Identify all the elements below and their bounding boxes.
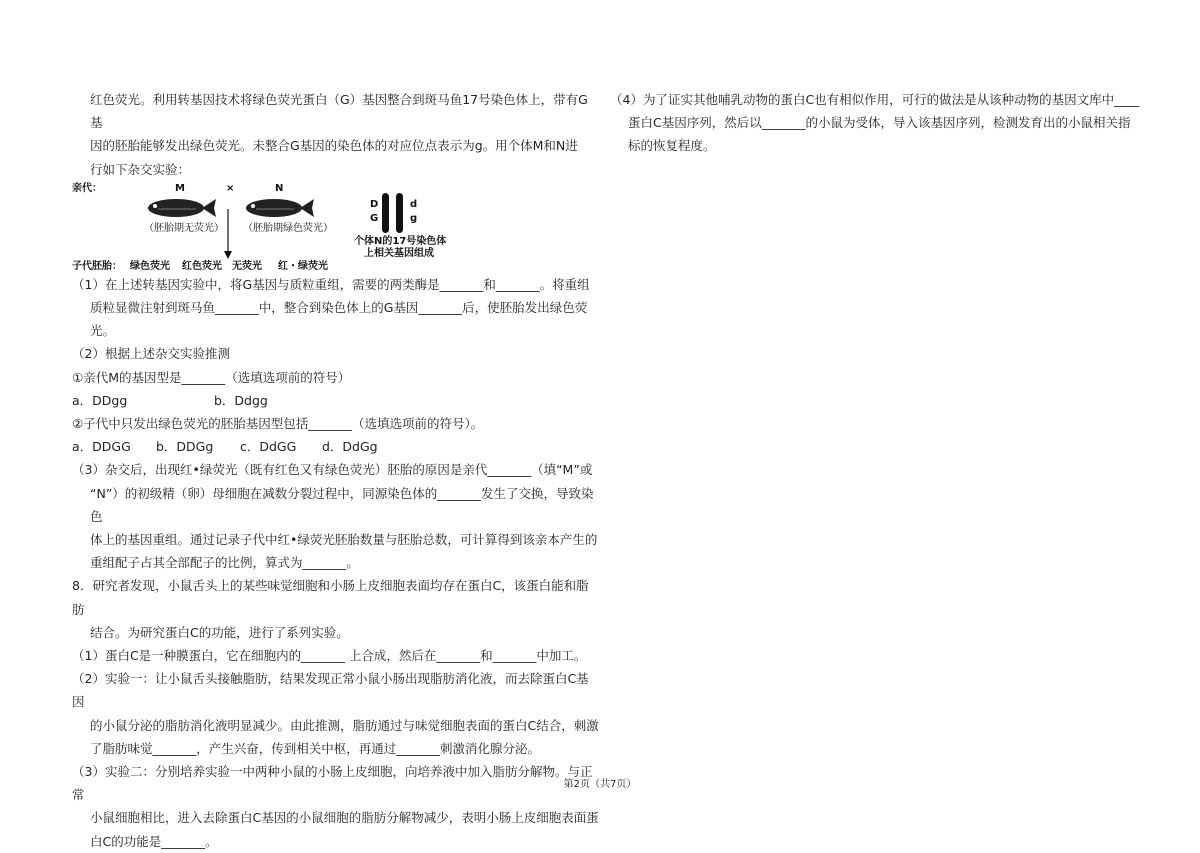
q8-part-3-line-3: 白C的功能是_______。 [90,833,218,849]
q8-line-1: 8．研究者发现，小鼠舌头上的某些味觉细胞和小肠上皮细胞表面均存在蛋白C，该蛋白能和脂肪 [72,578,589,617]
q2-sub2-options [72,435,600,458]
right-column [610,88,1140,158]
q8-part-4-line-2: 蛋白C基因序列，然后以_______的小鼠为受体，导入该基因序列，检测发育出的小鼠相关指 [628,115,1131,131]
q2-sub2: ②子代中只发出绿色荧光的胚胎基因型包括_______（选填选项前的符号）。 [72,416,484,432]
chrom-caption-1: 个体N的17号染色体 [354,235,447,247]
option-a: a．DDgg [72,392,128,408]
fish-n-icon [244,195,314,221]
option-b: b．DDGg [156,439,214,455]
cross-symbol: × [226,182,235,194]
q3-line-3: 体上的基因重组。通过记录子代中红•绿荧光胚胎数量与胚胎总数，可计算得到该亲本产生的 [90,532,598,548]
q1-line-2: 质粒显微注射到斑马鱼_______中，整合到染色体上的G基因_______后，使胚胎发出绿色荧 [90,300,588,316]
chromosome-left [382,193,389,233]
q8-part-4-line-1: （4）为了证实其他哺乳动物的蛋白C也有相似作用，可行的做法是从该种动物的基因文库中____ [610,92,1140,107]
chrom-d-label: d [410,198,418,210]
q8-part-2-line-2: 的小鼠分泌的脂肪消化液明显减少。由此推测，脂肪通过与味觉细胞表面的蛋白C结合，刺激 [90,717,599,733]
down-arrow-icon [223,209,233,259]
fish-m-icon [146,195,216,221]
left-column [72,88,600,853]
option-c: c．DdGG [240,439,297,455]
q8-part-2-line-3: 了脂肪味觉_______，产生兴奋，传到相关中枢，再通过_______刺激消化腺分泌。 [90,740,541,756]
q8-part-4-line-3: 标的恢复程度。 [628,138,716,154]
chromosome-right [396,193,403,233]
option-b: b．Ddgg [214,392,268,408]
n-label: N [275,182,284,194]
option-d: d．DdGg [322,439,378,455]
parent-label: 亲代： [72,182,102,194]
q1-line-3: 光。 [90,323,116,339]
q2-sub1-options [72,389,600,412]
offspring-label: 子代胚胎： [72,260,122,272]
page-number: 第2页（共7页） [563,779,637,790]
q8-part-2-line-1: （2）实验一：让小鼠舌头接触脂肪，结果发现正常小鼠小肠出现脂肪消化液，而去除蛋白C基因 [72,671,589,710]
offspring-none: 无荧光 [232,260,262,272]
intro-line-1: 红色荧光。利用转基因技术将绿色荧光蛋白（G）基因整合到斑马鱼17号染色体上，带有G基 [90,92,588,131]
q8-line-2: 结合。为研究蛋白C的功能，进行了系列实验。 [90,624,349,640]
cross-experiment-figure [72,181,600,273]
offspring-red-green: 红・绿荧光 [278,260,328,272]
q2-sub1: ①亲代M的基因型是_______（选填选项前的符号） [72,369,351,385]
m-description: （胚胎期无荧光） [144,222,224,234]
q3-line-1: （3）杂交后，出现红•绿荧光（既有红色又有绿色荧光）胚胎的原因是亲代_______（填“M”或 [72,462,593,478]
q8-part-3-line-1: （3）实验二：分别培养实验一中两种小鼠的小肠上皮细胞，向培养液中加入脂肪分解物。与正常 [72,764,593,803]
q8-part-1: （1）蛋白C是一种膜蛋白，它在细胞内的_______ 上合成，然后在_______和_______中加工。 [72,648,587,664]
n-description: （胚胎期绿色荧光） [243,222,333,234]
q2-title: （2）根据上述杂交实验推测 [72,346,230,362]
m-label: M [175,182,185,194]
chrom-G-label: G [370,212,379,224]
chrom-D-label: D [370,198,379,210]
intro-line-3: 行如下杂交实验： [90,161,191,177]
intro-line-2: 因的胚胎能够发出绿色荧光。未整合G基因的染色体的对应位点表示为g。用个体M和N进 [90,138,578,154]
offspring-red: 红色荧光 [182,260,222,272]
q8-part-3-line-2: 小鼠细胞相比，进入去除蛋白C基因的小鼠细胞的脂肪分解物减少，表明小肠上皮细胞表面蛋 [90,810,599,826]
q3-line-4: 重组配子占其全部配子的比例，算式为_______。 [90,555,359,571]
chrom-caption-2: 上相关基因组成 [364,247,434,259]
q3-line-2: “N”）的初级精（卵）母细胞在减数分裂过程中，同源染色体的_______发生了交换，导致染色 [90,485,594,524]
option-a: a．DDGG [72,439,131,455]
offspring-green: 绿色荧光 [130,260,170,272]
q1-line-1: （1）在上述转基因实验中，将G基因与质粒重组，需要的两类酶是_______和_______。将重组 [72,276,590,292]
chrom-g-label: g [410,212,418,224]
